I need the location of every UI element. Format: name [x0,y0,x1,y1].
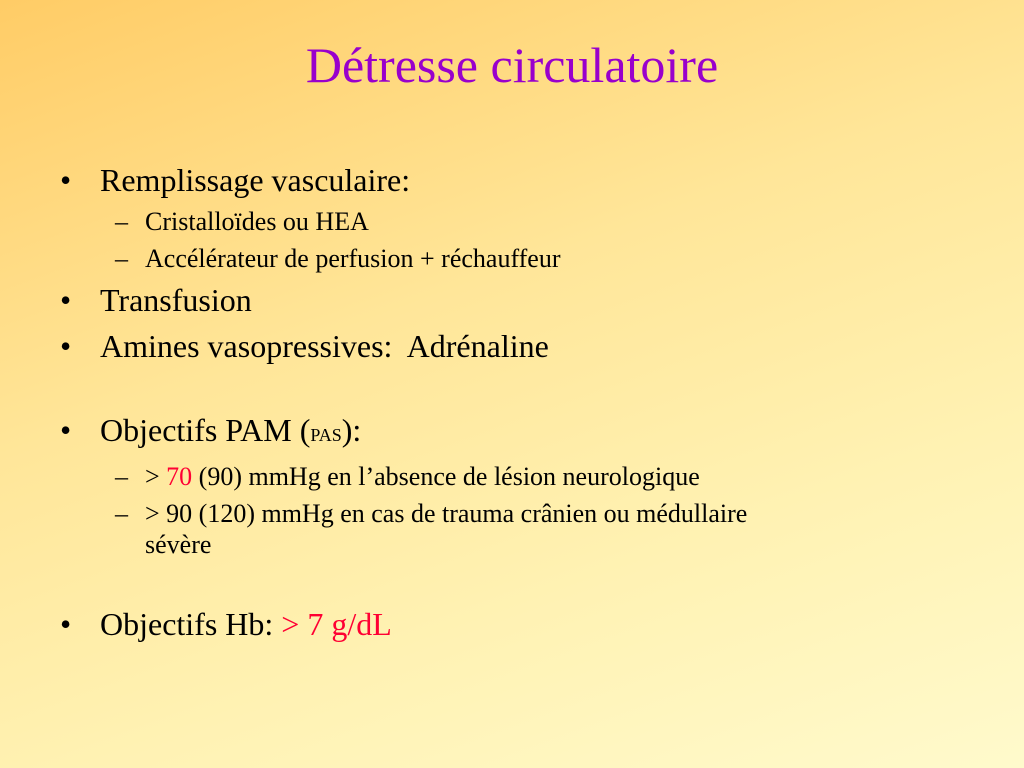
bullet-amines [60,326,960,366]
dash-icon: – [115,207,128,236]
slide-content [60,160,960,644]
dash-icon: – [115,244,128,273]
sub-item-text-line2: sévère [145,530,212,559]
bullet-dot-icon: • [60,328,72,364]
sub-item-text-line1: > 90 (120) mmHg en cas de trauma crânien ou médullaire [145,499,748,528]
bullet-text: Objectifs Hb: [100,606,274,642]
pas-abbreviation: PAS [310,425,342,445]
dash-icon: – [115,499,128,528]
slide-title: Détresse circulatoire [305,37,719,93]
sub-item-text: Cristalloïdes ou HEA [145,207,369,236]
bullet-text: Transfusion [100,282,252,318]
greater-than-sign: > [145,462,160,491]
bullet-text: Amines vasopressives: Adrénaline [100,328,549,364]
bullet-text-suffix: ): [341,412,362,448]
bullet-dot-icon: • [60,282,72,318]
bullet-dot-icon: • [60,412,72,448]
sub-item-text: (90) mmHg en l’absence de lésion neurologique [198,462,700,491]
sub-item-accelerateur [60,243,960,274]
pam-target-value: 70 [166,462,193,491]
bullet-transfusion [60,280,960,320]
bullet-objectifs-hb [60,604,960,644]
bullet-dot-icon: • [60,162,72,198]
bullet-remplissage [60,160,960,200]
bullet-objectifs-pam [60,410,960,455]
bullet-text: Remplissage vasculaire: [100,162,411,198]
sub-item-text: Accélérateur de perfusion + réchauffeur [145,244,561,273]
sub-item-pam-90 [60,498,960,560]
sub-item-pam-70 [60,461,960,492]
hb-target-value: > 7 g/dL [281,606,392,642]
bullet-dot-icon: • [60,606,72,642]
bullet-text-prefix: Objectifs PAM ( [100,412,311,448]
sub-item-cristalloides [60,206,960,237]
dash-icon: – [115,462,128,491]
